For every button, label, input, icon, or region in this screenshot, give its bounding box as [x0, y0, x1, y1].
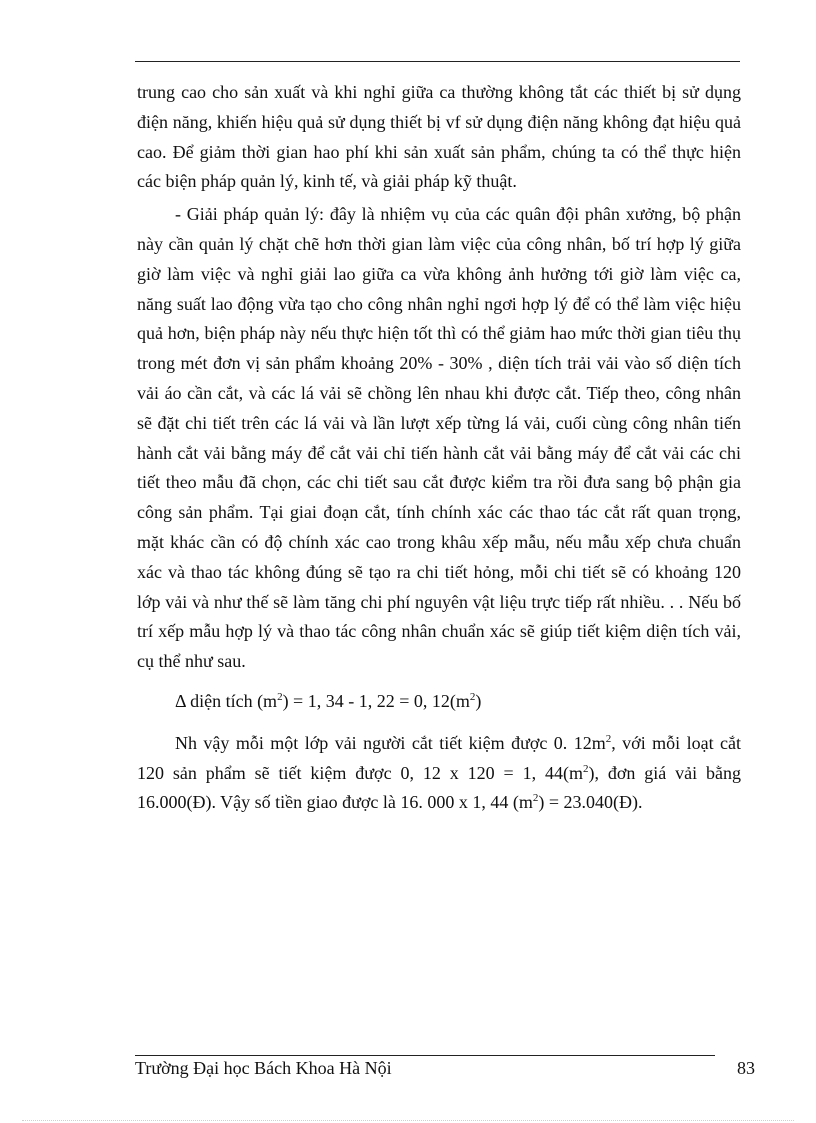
savings-text-d: ) = 23.040(Đ).	[538, 792, 643, 813]
savings-text-c: ), đơn giá vải bằng 16.000(Đ). Vậy số tiền giao được là 16. 000 x 1, 44 (m	[137, 762, 741, 813]
document-body	[137, 78, 741, 818]
formula-sup-1: 2	[277, 690, 283, 703]
savings-text-b: , với mỗi loạt cắt 120 sản phẩm sẽ tiết kiệm được 0, 12 x 120 = 1, 44(m	[137, 732, 741, 783]
formula-text-c: )	[475, 690, 482, 711]
header-rule	[135, 61, 740, 62]
paragraph-continuation: trung cao cho sản xuất và khi nghỉ giữa ca thường không tắt các thiết bị sử dụng điện năng, khiến hiệu quả sử dụng thiết bị vf sử dụng điện năng không đạt hiệu quả cao. Để giảm thời gian hao phí khi sản xuất sản phẩm, chúng ta có thể thực hiện các biện pháp quản lý, kinh tế, và giải pháp kỹ thuật.	[137, 82, 741, 192]
savings-sup-3: 2	[532, 792, 539, 805]
page-edge-dotted-line	[22, 1120, 794, 1121]
formula-sup-2: 2	[469, 690, 476, 703]
paragraph-savings-calculation	[137, 729, 741, 818]
savings-text-a: Nh vậy mỗi một lớp vải người cắt tiết kiệm được 0. 12m	[175, 732, 606, 753]
page-number: 83	[737, 1058, 755, 1078]
formula-text-b: ) = 1, 34 - 1, 22 = 0, 12(m	[282, 690, 470, 711]
footer-school-name: Trường Đại học Bách Khoa Hà Nội	[135, 1058, 392, 1078]
paragraph-management-solution: - Giải pháp quản lý: đây là nhiệm vụ của các quân đội phân xưởng, bộ phận này cần quản lý chặt chẽ hơn thời gian làm việc của công nhân, bố trí hợp lý giữa giờ làm việc và nghỉ giải lao giữa ca vừa không ảnh hưởng tới giờ làm việc ca, năng suất lao động vừa tạo cho công nhân nghỉ ngơi hợp lý để có thể làm việc hiệu quả hơn, biện pháp này nếu thực hiện tốt thì có thể giảm hao mức thời gian tiêu thụ trong mét đơn vị sản phẩm khoảng 20% - 30% , diện tích trải vải vào số diện tích vải áo cần cắt, và các lá vải sẽ chồng lên nhau khi được cắt. Tiếp theo, công nhân sẽ đặt chi tiết trên các lá vải và lần lượt xếp từng lá vải, cuối cùng công nhân tiến hành cắt vải bằng máy để cắt vải chỉ tiến hành cắt vải bằng máy để cắt vải các chi tiết theo mẫu đã chọn, các chi tiết sau cắt được kiểm tra rồi đưa sang bộ phận gia công sản phẩm. Tại giai đoạn cắt, tính chính xác các thao tác cắt rất quan trọng, mặt khác cần có độ chính xác cao trong khâu xếp mẫu, nếu mẫu xếp chưa chuẩn xác và thao tác không đúng sẽ tạo ra chi tiết hỏng, mỗi chi tiết sẽ có khoảng 120 lớp vải và như thế sẽ làm tăng chi phí nguyên vật liệu trực tiếp rất nhiều. . . Nếu bố trí xếp mẫu hợp lý và thao tác công nhân chuẩn xác sẽ giúp tiết kiệm diện tích vải, cụ thể như sau.	[137, 204, 741, 672]
area-difference-formula	[137, 687, 741, 717]
formula-text-a: Δ diện tích (m	[175, 690, 278, 711]
savings-sup-1: 2	[605, 732, 612, 745]
savings-sup-2: 2	[582, 762, 589, 775]
footer-rule	[135, 1055, 715, 1056]
